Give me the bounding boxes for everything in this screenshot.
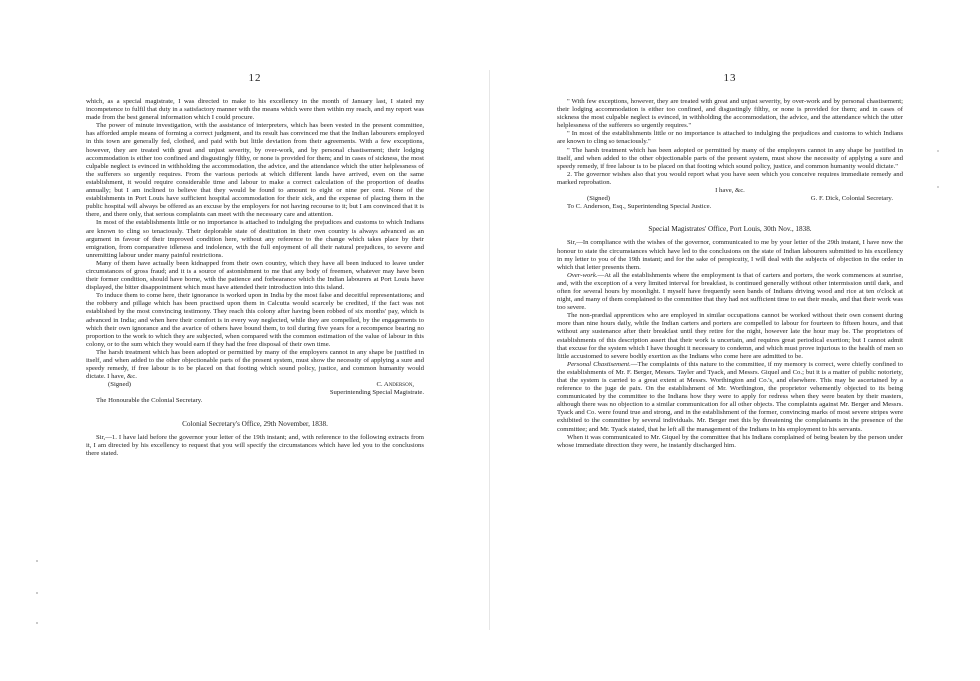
right-page: [557, 72, 903, 450]
chastisement-paragraph: [557, 361, 903, 434]
signed-label: (Signed): [587, 195, 611, 203]
paragraph: When it was communicated to Mr. Giquel by the committee that his Indians complained of being beaten by the person under whose immediate direction they were, he instantly discharged him.: [557, 433, 903, 449]
spacer: [86, 406, 424, 416]
signature-line: [557, 195, 903, 203]
paragraph: To induce them to come here, their ignorance is worked upon in India by the most false and deceitful representations; and the robbery and pillage which has been practised upon them in Calcutta would scarcely be credited, if the fact was not established by the most convincing testimony. They reach this colony after having been robbed of six months' pay, which is advanced in India; and when here their comfort is in every way neglected, while they are compelled, by the engagements to which their own ignorance and the avarice of others have bound them, to toil during five years for a recompence bearing no proportion to the work to which they are subjected, when compared with the common estimation of the value of labour in this colony, or to the sum which they would earn if they had the free disposal of their own time.: [86, 292, 424, 348]
paragraph: The harsh treatment which has been adopted or permitted by many of the employers cannot in any shape be justified in itself, and when added to the other objectionable parts of the present system, must show the necessity of applying a sure and speedy remedy, if free labour is to be placed on that footing which sound policy, justice, and common humanity would dictate. I have, &c.: [86, 348, 424, 381]
signer-name: C. Anderson,: [376, 381, 414, 389]
page-number-right: 13: [723, 72, 737, 84]
quoted-extract: " With few exceptions, however, they are treated with great and unjust severity, by over-work and by personal chastisement; their lodging accommodation is either too confined, and disgustingly filthy, or none is provided for them; and in cases of sickness the most culpable neglect is evinced, in withholding the accommodation, the advice, and the attendance which the utter helplessness of the sufferers so urgently requires.": [557, 98, 903, 130]
scan-speck: [36, 622, 38, 624]
paragraph: The non-prædial apprentices who are employed in similar occupations cannot be worked without their own consent during more than nine hours daily, while the Indian carters and porters are compelled to labour for fourteen to fifteen hours, and that without any sustenance after their breakfast until they retire for the night, however late the hour may be. The proprietors of establishments of this description assert that their work is uncertain, and requires great periodical exertion; but I cannot admit that excuse for the system which I have thought it necessary to condemn, and which must prove injurious to the health of men so little accustomed to severe bodily exertion as the Indians who come here are admitted to be.: [557, 312, 903, 360]
scan-speck: [937, 186, 939, 188]
letter-heading: Colonial Secretary's Office, 29th November, 1838.: [182, 419, 328, 428]
right-page-body: [557, 98, 903, 450]
quoted-extract: " In most of the establishments little or no importance is attached to indulging the prejudices and customs to which Indians are known to cling so tenaciously.": [557, 130, 903, 146]
scan-speck: [937, 150, 939, 152]
page-number-left: 12: [248, 72, 262, 84]
letter-heading: Special Magistrates' Office, Port Louis, 30th Nov., 1838.: [648, 225, 812, 234]
signed-label: (Signed): [108, 381, 132, 389]
paragraph: Sir,—1. I have laid before the governor your letter of the 19th instant; and, with reference to the following extracts from it, I am directed by his excellency to request that you will specify the circumstances which have led you to the conclusions there stated.: [86, 433, 424, 457]
quoted-extract: " The harsh treatment which has been adopted or permitted by many of the employers cannot in any shape be justified in itself, and when added to the other objectionable parts of the present system, must show the necessity of applying a sure and speedy remedy, if free labour is to be placed on that footing which sound policy, justice, and common humanity would dictate.": [557, 146, 903, 170]
paragraph: 2. The governor wishes also that you would report what you have seen which you conceive requires immediate remedy and marked reprobation.: [557, 170, 903, 186]
signer-title: Superintending Special Magistrate.: [329, 389, 424, 397]
scan-speck: [36, 592, 38, 594]
signature-line: [86, 381, 424, 389]
paragraph: Many of them have actually been kidnapped from their own country, which they have all been induced to leave under circumstances of gross fraud; and it is a source of astonishment to me that any body of freemen, whatever may have been their former condition, should have borne, with the patience and forbearance which the Indian labourers at Port Louis have displayed, the bitter disappointment which must have attended their introduction into this island.: [86, 259, 424, 292]
paragraph: which, as a special magistrate, I was directed to make to his excellency in the month of January last, I stated my incompetence to fulfil that duty in a satisfactory manner with the means which were then within my reach, and my report was made from the best general information which I could procure.: [86, 98, 424, 122]
left-page-body: [86, 98, 424, 458]
chastisement-label: Personal Chastisement.: [567, 360, 631, 368]
chastisement-text: —The complaints of this nature to the committee, if my memory is correct, were chiefly confined to the establishments of Mr. F. Berger, Messrs. Tayler and Tyack, and Messrs. Giquel and Co.; but it is a matter of public notoriety, that the system is carried to a great extent at Messrs. Worthington and Co.'s, and elsewhere. This may be ascertained by a reference to the juge de paix. On the establishment of Mr. Worthington, the proprietor vehemently objected to its being communicated by the committee to the Indians how they were to apply for redress when they were beaten by their masters, although there was no objection to a similar communication for all other objects. The complaints against Mr. Berger and Messrs. Tyack and Co. were found true and strong, and in the establishment of the former, convincing marks of most severe stripes were exhibited to the committee by several individuals. Mr. Berger met this by threatening the complainants in the presence of the committee; and Mr. Tyack stated, that he left all the management of the Indians in his employment to his servants.: [557, 360, 903, 433]
closing: I have, &c.: [715, 187, 745, 195]
paragraph: Sir,—In compliance with the wishes of the governor, communicated to me by your letter of the 29th instant, I have now the honour to state the circumstances which have led to the conclusions on the state of Indian labourers submitted to his excellency in my letter to you of the 19th instant; and for the sake of perspicuity, I will deal with the subjects of objection in the order in which that letter presents them.: [557, 239, 903, 271]
paragraph: The power of minute investigation, with the assistance of interpreters, which has been vested in the present committee, has afforded ample means of forming a correct judgment, and its result has convinced me that the Indian labourers employed in this town are generally fed, clothed, and paid with but little deviation from their agreements. With a few exceptions, however, they are treated with great and unjust severity, by over-work, and by personal chastisement; their lodging accommodation is either too confined and disgustingly filthy, or none is provided for them; and in cases of sickness, the most culpable neglect is evinced in withholding the accommodation, the advice, and the attendance which the utter helplessness of the sufferers so urgently requires. From the various periods at which different lands have arrived, even on the same establishment, it would require considerable time and labour to make a correct calculation of the proportion of deaths annually; but I am inclined to believe that they would be found to amount to eight or nine per cent. None of the establishments in Port Louis have sufficient hospital accommodation for their sick, and the expense of placing them in the public hospital will always be offered as an excuse by the employers for not having recourse to it; but I am convinced that it is there, and there only, that serious complaints can meet with the necessary care and attention.: [86, 122, 424, 219]
signer: G. F. Dick, Colonial Secretary.: [810, 195, 893, 203]
scan-speck: [36, 560, 38, 562]
paragraph: In most of the establishments little or no importance is attached to indulging the prejudices and customs to which Indians are known to cling so tenaciously. Their deplorable state of destitution in their own country is always advanced as an argument in favour of their improved condition here, without any reference to the change which takes place by their emigration, from comparative idleness and indolence, with the full enjoyment of all their natural prejudices, to severe and unremitting labour under many painful restrictions.: [86, 219, 424, 259]
page-gutter: [489, 70, 490, 630]
spacer: [557, 211, 903, 221]
overwork-text: —At all the establishments where the employment is that of carters and porters, the work commences at sunrise, and, with the exception of a very limited interval for breakfast, is continued generally without other intermission until dark, and often for several hours by moonlight. I myself have frequently seen bands of Indians driving wood and rice at ten o'clock at night, and many of them complained to the committee that they had not sufficient time to eat their meals, and that their work was too severe.: [557, 271, 903, 312]
to-line: To C. Anderson, Esq., Superintending Special Justice.: [567, 203, 712, 211]
left-page: [86, 72, 424, 458]
overwork-paragraph: [557, 272, 903, 312]
addressee: The Honourable the Colonial Secretary.: [96, 397, 203, 405]
overwork-label: Over-work.: [567, 271, 598, 279]
